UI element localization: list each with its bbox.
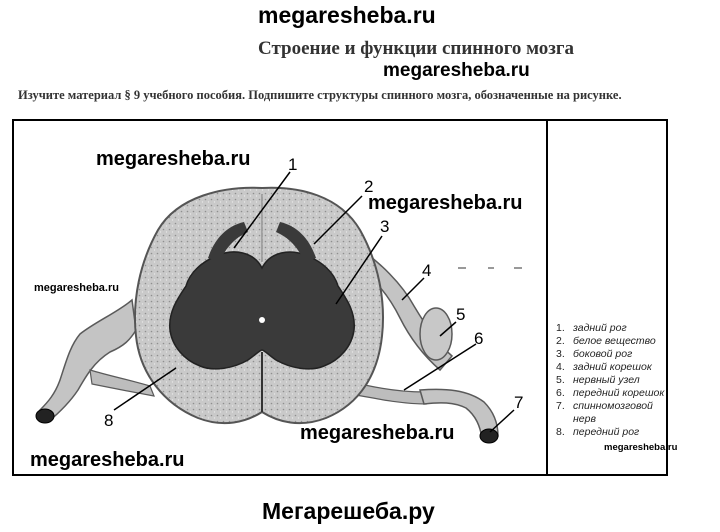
legend-item: 6. передний корешок (556, 387, 665, 399)
figure-watermark-3[interactable]: megaresheba.ru (34, 282, 119, 294)
legend-item: 8. передний рог (556, 426, 640, 438)
legend-item: 7. спинномозговой нерв (556, 400, 653, 425)
right-nerve-end (480, 429, 498, 443)
callout-3: 3 (380, 217, 390, 236)
legend-item: 1. задний рог (556, 322, 627, 334)
legend-list (556, 322, 671, 439)
spinal-ganglion (420, 308, 452, 360)
legend-item: 4. задний корешок (556, 361, 652, 373)
callout-1: 1 (288, 155, 298, 174)
callout-2: 2 (364, 177, 374, 196)
figure-watermark-1[interactable]: megaresheba.ru (96, 148, 251, 170)
callout-6: 6 (474, 329, 484, 348)
footer-site-name[interactable]: Мегарешеба.ру (262, 498, 435, 524)
left-spinal-nerve (40, 300, 136, 422)
legend-item: 3. боковой рог (556, 348, 633, 360)
callout-5: 5 (456, 305, 466, 324)
left-nerve-end (36, 409, 54, 423)
header-watermark[interactable]: megaresheba.ru (258, 2, 436, 28)
callout-4: 4 (422, 261, 432, 280)
legend-item: 2. белое вещество (556, 335, 656, 347)
figure-watermark-5[interactable]: megaresheba.ru (30, 449, 185, 471)
instruction-text: Изучите материал § 9 учебного пособия. Подпишите структуры спинного мозга, обозначенные на рисунке. (18, 88, 622, 102)
figure-watermark-4[interactable]: megaresheba.ru (300, 422, 455, 444)
figure-watermark-2[interactable]: megaresheba.ru (368, 192, 523, 214)
page-title: Строение и функции спинного мозга (258, 38, 575, 59)
callout-8: 8 (104, 411, 114, 430)
left-anterior-root (90, 370, 154, 396)
central-canal (259, 317, 265, 323)
callout-7: 7 (514, 393, 524, 412)
legend-watermark[interactable]: megaresheba.ru (604, 442, 678, 453)
legend-item: 5. нервный узел (556, 374, 640, 386)
title-watermark[interactable]: megaresheba.ru (383, 60, 530, 81)
